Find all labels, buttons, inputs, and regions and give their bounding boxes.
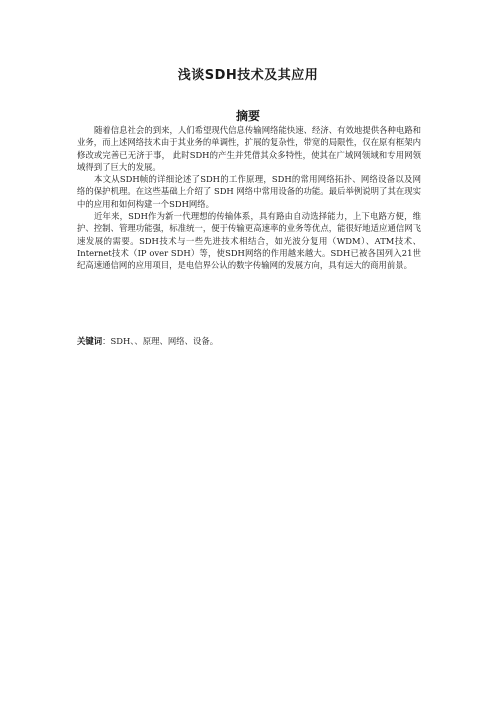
abstract-heading: 摘要 [235,109,260,123]
abstract-paragraph-3: 近年来，SDH作为新一代理想的传输体系，具有路由自动选择能力，上下电路方便，维护、控制、管理功能强，标准统一，便于传输更高速率的业务等优点，能很好地适应通信网飞速发展的需要。SDH技术与一些先进技术相结合，如光波分复用（WDM）、ATM技术、Internet技术（IP over SDH）等，使SDH网络的作用越来越大。SDH已被各国列入21世纪高速通信网的应用项目，是电信界公认的数字传输网的发展方向，具有远大的商用前景。 [77,211,421,271]
abstract-paragraph-2: 本文从SDH帧的详细论述了SDH的工作原理，SDH的常用网络拓扑、网络设备以及网络的保护机理。在这些基础上介绍了 SDH 网络中常用设备的功能。最后举例说明了其在现实中的应用和如何构建一个SDH网络。 [77,174,421,209]
keywords-label: 关键词 [77,336,103,346]
document-title: 浅谈SDH技术及其应用 [177,68,319,83]
keywords-value: ：SDH、、原理、网络、设备。 [102,336,219,346]
keywords-line [77,335,421,347]
abstract-paragraph-1: 随着信息社会的到来，人们希望现代信息传输网络能快速、经济、有效地提供各种电路和业务，而上述网络技术由于其业务的单调性，扩展的复杂性，带宽的局限性，仅在原有框架内修改或完善已无济于事， 此时SDH的产生并凭借其众多特性，使其在广域网领域和专用网领域得到了巨大的发展。 [77,125,421,172]
abstract-body [77,124,421,272]
